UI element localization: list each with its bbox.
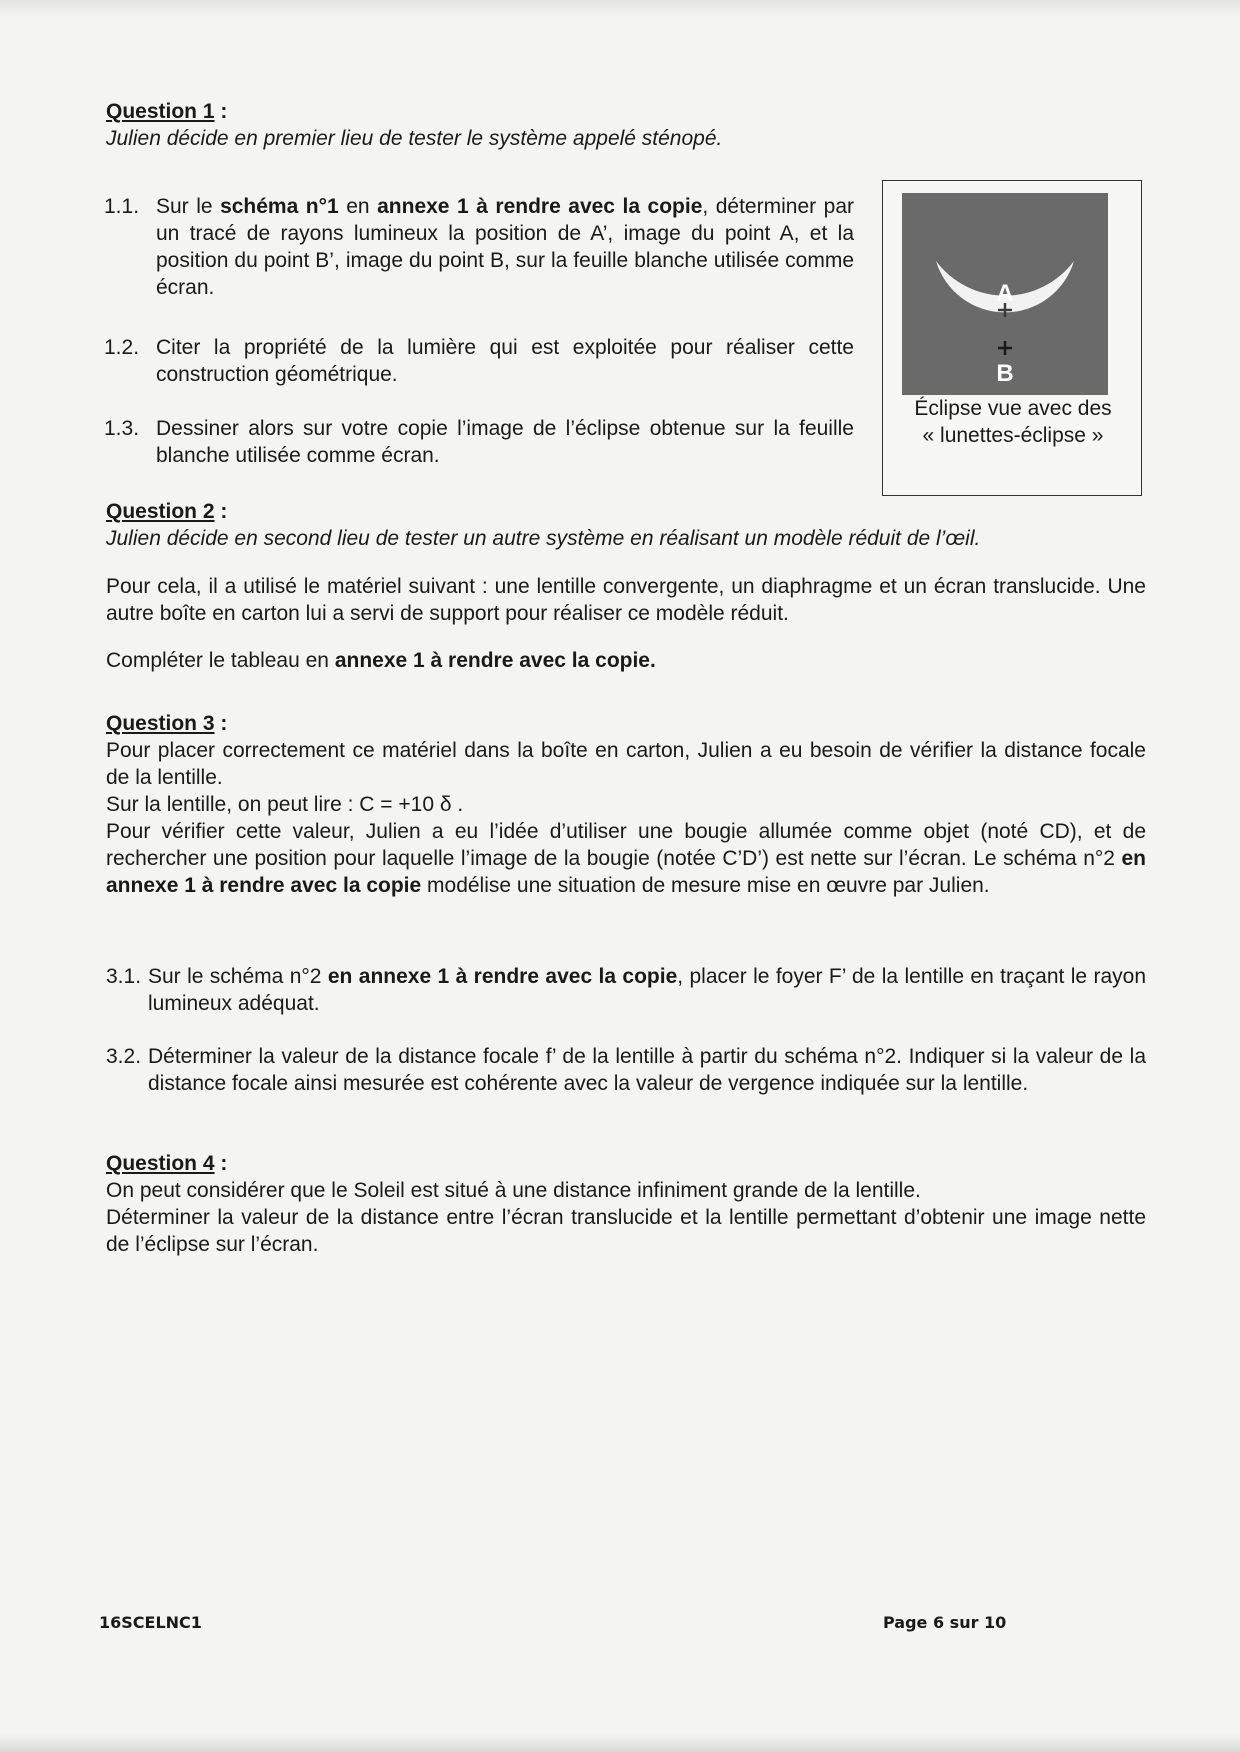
- question-2-title: Question 2 :: [106, 500, 228, 523]
- question-3-para-1: Pour placer correctement ce matériel dans la boîte en carton, Julien a eu besoin de vérifier la distance focale de la lentille.: [106, 739, 1146, 789]
- eclipse-figure: [882, 180, 1142, 496]
- document-code: 16SCELNC1: [99, 1613, 202, 1632]
- item-number: 3.2.: [106, 1045, 142, 1068]
- item-number: 1.2.: [104, 336, 140, 359]
- item-text: Sur le schéma n°2 en annexe 1 à rendre avec la copie, placer le foyer F’ de la lentille en traçant le rayon lumineux adéquat.: [148, 965, 1147, 1015]
- question-1-section: [106, 98, 866, 152]
- scan-edge-bottom: [0, 1734, 1240, 1752]
- item-1-3: [104, 415, 854, 469]
- eclipse-image: [902, 193, 1108, 395]
- question-2-para-1: Pour cela, il a utilisé le matériel suivant : une lentille convergente, un diaphragme et un écran translucide. Une autre boîte en carton lui a servi de support pour réaliser ce modèle réduit.: [106, 575, 1146, 625]
- question-3-para-3: Pour vérifier cette valeur, Julien a eu l’idée d’utiliser une bougie allumée comme objet (noté CD), et de rechercher une position pour laquelle l’image de la bougie (notée C’D’) est nette sur l’écran. Le schéma n°2 en annexe 1 à rendre avec la copie modélise une situation de mesure mise en œuvre par Julien.: [106, 820, 1146, 897]
- item-3-1: [106, 963, 1146, 1017]
- question-4-para-2: Déterminer la valeur de la distance entre l’écran translucide et la lentille permettant d’obtenir une image nette de l’éclipse sur l’écran.: [106, 1206, 1146, 1256]
- question-3-para-2: Sur la lentille, on peut lire : C = +10 δ .: [106, 793, 464, 816]
- question-1-title: Question 1 :: [106, 100, 228, 123]
- item-text: Dessiner alors sur votre copie l’image de l’éclipse obtenue sur la feuille blanche utilisée comme écran.: [156, 417, 854, 467]
- figure-caption: [883, 395, 1143, 449]
- question-3-section: [106, 710, 1146, 899]
- question-4-title: Question 4 :: [106, 1152, 228, 1175]
- question-2-para-2: Compléter le tableau en annexe 1 à rendre avec la copie.: [106, 649, 656, 672]
- label-b: B: [996, 360, 1014, 387]
- caption-line-2: « lunettes-éclipse »: [922, 424, 1104, 447]
- item-number: 3.1.: [106, 965, 142, 988]
- item-1-2: [104, 334, 854, 388]
- question-3-title: Question 3 :: [106, 712, 228, 735]
- item-text: Sur le schéma n°1 en annexe 1 à rendre avec la copie, déterminer par un tracé de rayons lumineux la position de A’, image du point A, et la position du point B’, image du point B, sur la feuille blanche utilisée comme écran.: [156, 195, 854, 299]
- question-2-intro: Julien décide en second lieu de tester un autre système en réalisant un modèle réduit de l’œil.: [106, 527, 981, 550]
- item-3-2: [106, 1043, 1146, 1097]
- page-number: Page 6 sur 10: [883, 1613, 1007, 1632]
- label-a: A: [996, 280, 1014, 307]
- item-text: Citer la propriété de la lumière qui est exploitée pour réaliser cette construction géométrique.: [156, 336, 854, 386]
- item-text: Déterminer la valeur de la distance focale f’ de la lentille à partir du schéma n°2. Indiquer si la valeur de la distance focale ainsi mesurée est cohérente avec la valeur de vergence indiquée sur la lentille.: [148, 1045, 1146, 1095]
- question-1-intro: Julien décide en premier lieu de tester le système appelé sténopé.: [106, 127, 723, 150]
- item-number: 1.1.: [104, 195, 140, 218]
- question-4-para-1: On peut considérer que le Soleil est situé à une distance infiniment grande de la lentille.: [106, 1179, 921, 1202]
- item-1-1: [104, 193, 854, 301]
- question-2-section: [106, 498, 1146, 674]
- question-4-section: [106, 1150, 1146, 1258]
- caption-line-1: Éclipse vue avec des: [914, 397, 1112, 420]
- item-number: 1.3.: [104, 417, 140, 440]
- scan-edge-top: [0, 0, 1240, 18]
